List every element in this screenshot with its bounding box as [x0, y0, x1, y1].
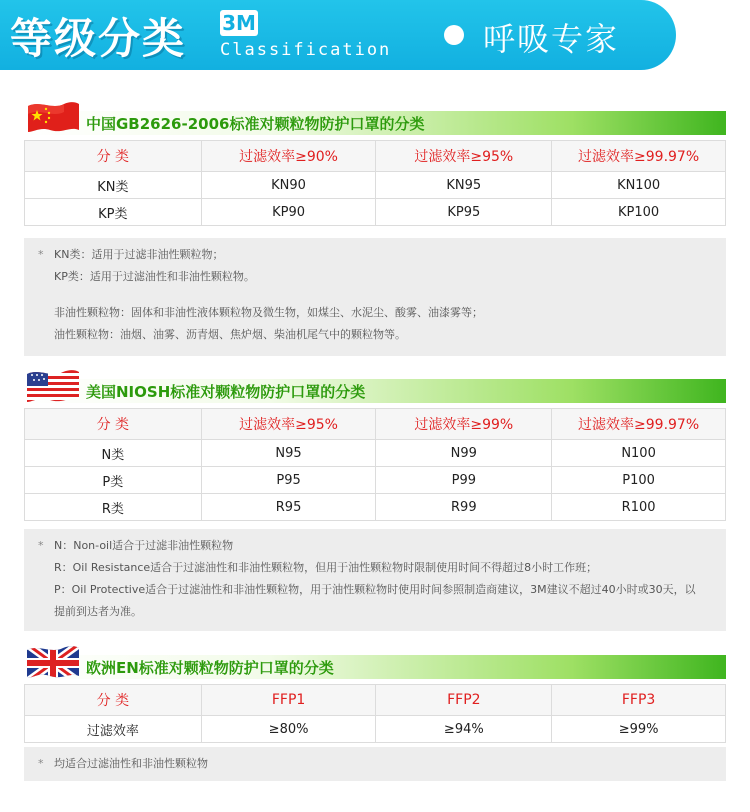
- table-cell: P100: [552, 467, 726, 494]
- note-line: * 均适合过滤油性和非油性颗粒物: [38, 753, 716, 775]
- table-header-cell: 分 类: [25, 685, 202, 716]
- table-header-cell: 过滤效率≥99.97%: [552, 409, 726, 440]
- table-cell: KP90: [201, 199, 376, 226]
- table-header-cell: 过滤效率≥99.97%: [552, 141, 726, 172]
- china-flag-icon: [24, 98, 82, 138]
- table-row: [25, 172, 726, 199]
- table-row: [25, 467, 726, 494]
- table-row: [25, 716, 726, 743]
- table-cell: N100: [552, 440, 726, 467]
- notes-box: [24, 747, 726, 781]
- section-china: [0, 96, 750, 356]
- note-line: R：Oil Resistance适合于过滤油性和非油性颗粒物，但用于油性颗粒物时限制使用时间不得超过8小时工作班；: [54, 561, 598, 574]
- table-cell: ≥80%: [201, 716, 376, 743]
- note-line: 油性颗粒物：油烟、油雾、沥青烟、焦炉烟、柴油机尾气中的颗粒物等。: [54, 328, 406, 341]
- table-cell: KN90: [201, 172, 376, 199]
- notes-box: [24, 238, 726, 356]
- table-header-cell: 过滤效率≥95%: [376, 141, 552, 172]
- section-header: [0, 96, 750, 140]
- page-title: 等级分类: [10, 14, 187, 63]
- section-europe: [0, 640, 750, 781]
- table-cell: KP100: [552, 199, 726, 226]
- table-header-cell: FFP3: [552, 685, 726, 716]
- table-header-cell: 过滤效率≥90%: [201, 141, 376, 172]
- table-header-row: [25, 141, 726, 172]
- table-cell: P95: [201, 467, 376, 494]
- classification-table: [24, 408, 726, 521]
- table-header-cell: 分 类: [25, 141, 202, 172]
- table-cell: KN95: [376, 172, 552, 199]
- header-banner: [0, 0, 750, 70]
- brand-logo: 3M: [220, 10, 258, 36]
- asterisk-icon: *: [38, 757, 44, 770]
- classification-table: [24, 684, 726, 743]
- table-cell: R类: [25, 494, 202, 521]
- table-header-row: [25, 685, 726, 716]
- table-row: [25, 494, 726, 521]
- table-cell: R95: [201, 494, 376, 521]
- table-cell: P99: [376, 467, 552, 494]
- table-cell: P类: [25, 467, 202, 494]
- section-title: 美国NIOSH标准对颗粒物防护口罩的分类: [86, 383, 366, 401]
- bullet-dot-icon: [444, 25, 464, 45]
- table-row: [25, 199, 726, 226]
- asterisk-icon: *: [38, 539, 44, 552]
- table-header-cell: FFP2: [376, 685, 552, 716]
- table-cell: R99: [376, 494, 552, 521]
- usa-flag-icon: [24, 366, 82, 408]
- uk-flag-icon: [24, 642, 82, 684]
- section-usa: [0, 364, 750, 631]
- table-header-cell: 过滤效率≥99%: [376, 409, 552, 440]
- table-cell: KP95: [376, 199, 552, 226]
- notes-box: [24, 529, 726, 631]
- note-line: KP类：适用于过滤油性和非油性颗粒物。: [54, 270, 255, 283]
- banner-tagline: 呼吸专家: [483, 20, 620, 58]
- table-cell: KN类: [25, 172, 202, 199]
- table-header-cell: 分 类: [25, 409, 202, 440]
- section-header: [0, 640, 750, 684]
- asterisk-icon: *: [38, 248, 44, 261]
- section-header: [0, 364, 750, 408]
- section-title: 欧洲EN标准对颗粒物防护口罩的分类: [86, 659, 334, 677]
- note-line: 非油性颗粒物：固体和非油性液体颗粒物及微生物，如煤尘、水泥尘、酸雾、油漆雾等；: [54, 306, 483, 319]
- page-subtitle: Classification: [220, 40, 392, 60]
- table-cell: N99: [376, 440, 552, 467]
- classification-table: [24, 140, 726, 226]
- note-line: * N：Non-oil适合于过滤非油性颗粒物: [38, 535, 716, 557]
- table-cell: KP类: [25, 199, 202, 226]
- table-cell: N类: [25, 440, 202, 467]
- table-cell: 过滤效率: [25, 716, 202, 743]
- note-spacer: [38, 288, 716, 302]
- table-header-row: [25, 409, 726, 440]
- table-header-cell: FFP1: [201, 685, 376, 716]
- table-cell: ≥99%: [552, 716, 726, 743]
- table-header-cell: 过滤效率≥95%: [201, 409, 376, 440]
- table-row: [25, 440, 726, 467]
- note-line: * KN类：适用于过滤非油性颗粒物；: [38, 244, 716, 266]
- table-cell: N95: [201, 440, 376, 467]
- table-cell: ≥94%: [376, 716, 552, 743]
- table-cell: KN100: [552, 172, 726, 199]
- section-title: 中国GB2626-2006标准对颗粒物防护口罩的分类: [86, 115, 425, 133]
- note-line: P：Oil Protective适合于过滤油性和非油性颗粒物，用于油性颗粒物时使用时间参照制造商建议，3M建议不超过40小时或30天，以提前到达者为准。: [54, 583, 696, 618]
- table-cell: R100: [552, 494, 726, 521]
